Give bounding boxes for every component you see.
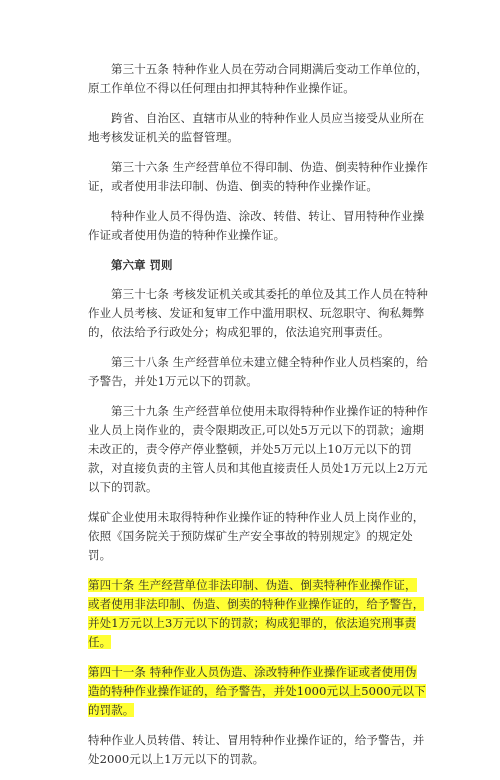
article-36: 第三十六条 生产经营单位不得印制、伪造、倒卖特种作业操作证，或者使用非法印制、伪造、倒卖的特种作业操作证。: [88, 160, 428, 193]
chapter-heading: 第六章 罚则: [111, 258, 173, 272]
article-37: 第三十七条 考核发证机关或其委托的单位及其工作人员在特种作业人员考核、发证和复审工作中滥用职权、玩忽职守、徇私舞弊的，依法给予行政处分；构成犯罪的，依法追究刑事责任。: [88, 287, 428, 339]
article-35: 第三十五条 特种作业人员在劳动合同期满后变动工作单位的，原工作单位不得以任何理由扣押其特种作业操作证。: [88, 62, 428, 95]
article-41-highlighted: [88, 663, 428, 720]
coal-mine-paragraph: 煤矿企业使用未取得特种作业操作证的特种作业人员上岗作业的，依照《国务院关于预防煤矿生产安全事故的特别规定》的规定处罚。: [88, 510, 425, 562]
highlight-article-40: 第四十条 生产经营单位非法印制、伪造、倒卖特种作业操作证，或者使用非法印制、伪造、倒卖的特种作业操作证的，给予警告，并处1万元以上3万元以下的罚款；构成犯罪的，依法追究刑事责任。: [88, 578, 425, 649]
transfer-penalty-paragraph: 特种作业人员转借、转让、冒用特种作业操作证的，给予警告，并处2000元以上1万元以下的罚款。: [88, 733, 425, 766]
document-page: [88, 60, 428, 780]
article-39: 第三十九条 生产经营单位使用未取得特种作业操作证的特种作业人员上岗作业的，责令限期改正,可以处5万元以下的罚款；逾期未改正的，责令停产停业整顿，并处5万元以上10万元以下的罚款，对直接负责的主管人员和其他直接责任人员处1万元以上2万元以下的罚款。: [88, 404, 428, 494]
highlight-article-41: 第四十一条 特种作业人员伪造、涂改特种作业操作证或者使用伪造的特种作业操作证的，给予警告，并处1000元以上5000元以下的罚款。: [88, 665, 426, 717]
article-40-highlighted: [88, 576, 428, 652]
article-38: 第三十八条 生产经营单位未建立健全特种作业人员档案的，给予警告，并处1万元以下的罚款。: [88, 355, 428, 388]
cross-province-paragraph: 跨省、自治区、直辖市从业的特种作业人员应当接受从业所在地考核发证机关的监督管理。: [88, 111, 425, 144]
no-forgery-paragraph: 特种作业人员不得伪造、涂改、转借、转让、冒用特种作业操作证或者使用伪造的特种作业操作证。: [88, 209, 425, 242]
